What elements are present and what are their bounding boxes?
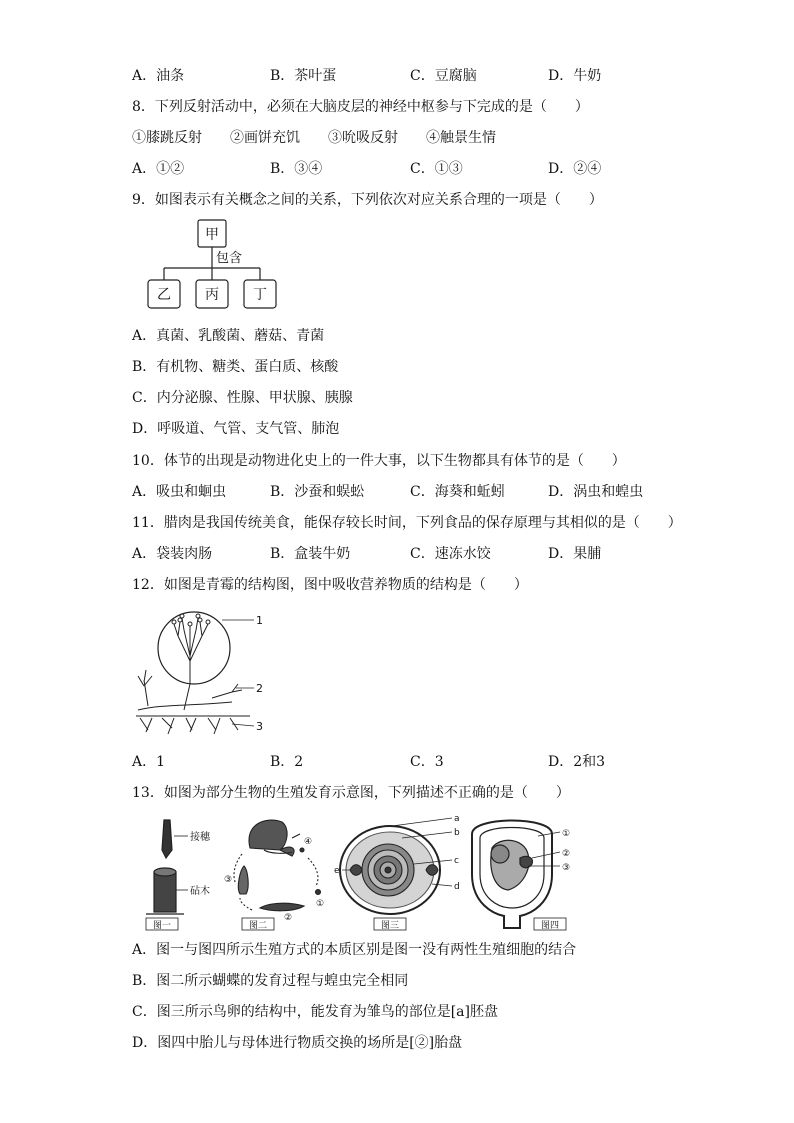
fig2-caption: 图二 — [248, 921, 268, 931]
fig4-num-1: ① — [562, 829, 571, 839]
q13-option-b[interactable]: B．图二所示蝴蝶的发育过程与蝗虫完全相同 — [132, 973, 409, 989]
fig4-caption: 图四 — [540, 921, 560, 931]
penicillium-structure-figure — [132, 606, 272, 742]
q8-option-a[interactable]: A．①② — [132, 161, 185, 177]
fig1-stock-label: 砧木 — [190, 886, 210, 897]
fig2-num-2: ② — [284, 913, 293, 923]
q12-option-b[interactable]: B．2 — [270, 754, 304, 770]
penicillium-label-2: 2 — [256, 682, 263, 695]
q8-items: ①膝跳反射 ②画饼充饥 ③吮吸反射 ④触景生情 — [132, 130, 496, 146]
q9-diagram-relation: 包含 — [216, 251, 243, 266]
q8-stem: 8．下列反射活动中，必须在大脑皮层的神经中枢参与下完成的是（ ） — [132, 99, 589, 115]
q12-option-d[interactable]: D．2和3 — [548, 754, 606, 770]
fig1-scion-label: 接穗 — [190, 832, 210, 843]
fig4-num-2: ② — [562, 849, 571, 859]
fig2-num-4: ④ — [304, 837, 313, 847]
fig3-letter-c: c — [454, 856, 459, 866]
q8-option-c[interactable]: C．①③ — [410, 161, 463, 177]
q10-option-d[interactable]: D．涡虫和蝗虫 — [548, 484, 644, 500]
q9-option-c[interactable]: C．内分泌腺、性腺、甲状腺、胰腺 — [132, 390, 353, 406]
fig3-letter-b: b — [454, 828, 460, 838]
q7-option-d[interactable]: D．牛奶 — [548, 68, 602, 84]
fig3-bird-egg — [340, 818, 452, 914]
fig3-letter-d: d — [454, 882, 460, 892]
q9-diagram-child-3: 丁 — [253, 287, 267, 303]
fig2-num-3: ③ — [224, 875, 233, 885]
q12-option-c[interactable]: C．3 — [410, 754, 444, 770]
q8-option-d[interactable]: D．②④ — [548, 161, 602, 177]
q9-diagram-child-1: 乙 — [157, 287, 171, 303]
q11-option-b[interactable]: B．盒装牛奶 — [270, 546, 351, 562]
q9-stem: 9．如图表示有关概念之间的关系，下列依次对应关系合理的一项是（ ） — [132, 192, 603, 208]
q8-option-b[interactable]: B．③④ — [270, 161, 323, 177]
q9-option-b[interactable]: B．有机物、糖类、蛋白质、核酸 — [132, 359, 339, 375]
q10-option-b[interactable]: B．沙蚕和蜈蚣 — [270, 484, 365, 500]
q13-option-c[interactable]: C．图三所示鸟卵的结构中，能发育为雏鸟的部位是[a]胚盘 — [132, 1004, 498, 1020]
q10-option-a[interactable]: A．吸虫和蛔虫 — [132, 484, 227, 500]
reproduction-figures — [140, 814, 590, 932]
q12-option-a[interactable]: A．1 — [132, 754, 166, 770]
fig4-num-3: ③ — [562, 863, 571, 873]
q9-concept-diagram — [140, 218, 285, 310]
q13-option-d[interactable]: D．图四中胎儿与母体进行物质交换的场所是[②]胎盘 — [132, 1035, 463, 1051]
q12-stem: 12．如图是青霉的结构图，图中吸收营养物质的结构是（ ） — [132, 577, 528, 593]
q9-option-a[interactable]: A．真菌、乳酸菌、蘑菇、青菌 — [132, 328, 325, 344]
q11-stem: 11．腊肉是我国传统美食，能保存较长时间，下列食品的保存原理与其相似的是（ ） — [132, 515, 682, 531]
q7-option-c[interactable]: C．豆腐脑 — [410, 68, 477, 84]
fig1-grafting — [146, 820, 188, 914]
fig3-letter-e: e — [334, 866, 340, 876]
q9-diagram-top: 甲 — [205, 227, 219, 243]
fig4-uterus — [472, 821, 560, 929]
q7-option-b[interactable]: B．茶叶蛋 — [270, 68, 337, 84]
q10-stem: 10．体节的出现是动物进化史上的一件大事，以下生物都具有体节的是（ ） — [132, 453, 626, 469]
fig3-caption: 图三 — [380, 921, 400, 931]
q13-stem: 13．如图为部分生物的生殖发育示意图，下列描述不正确的是（ ） — [132, 785, 570, 801]
q13-option-a[interactable]: A．图一与图四所示生殖方式的本质区别是图一没有两性生殖细胞的结合 — [132, 942, 577, 958]
fig2-butterfly-cycle — [234, 820, 321, 911]
q9-option-d[interactable]: D．呼吸道、气管、支气管、肺泡 — [132, 421, 340, 437]
q11-option-d[interactable]: D．果脯 — [548, 546, 602, 562]
penicillium-label-3: 3 — [256, 720, 263, 733]
q11-option-a[interactable]: A．袋装肉肠 — [132, 546, 213, 562]
q10-option-c[interactable]: C．海葵和蚯蚓 — [410, 484, 505, 500]
fig3-letter-a: a — [454, 814, 460, 824]
q11-option-c[interactable]: C．速冻水饺 — [410, 546, 491, 562]
fig1-caption: 图一 — [152, 921, 172, 931]
fig2-num-1: ① — [316, 899, 325, 909]
penicillium-label-1: 1 — [256, 614, 263, 627]
q9-diagram-child-2: 丙 — [205, 287, 219, 303]
q7-option-a[interactable]: A．油条 — [132, 68, 185, 84]
